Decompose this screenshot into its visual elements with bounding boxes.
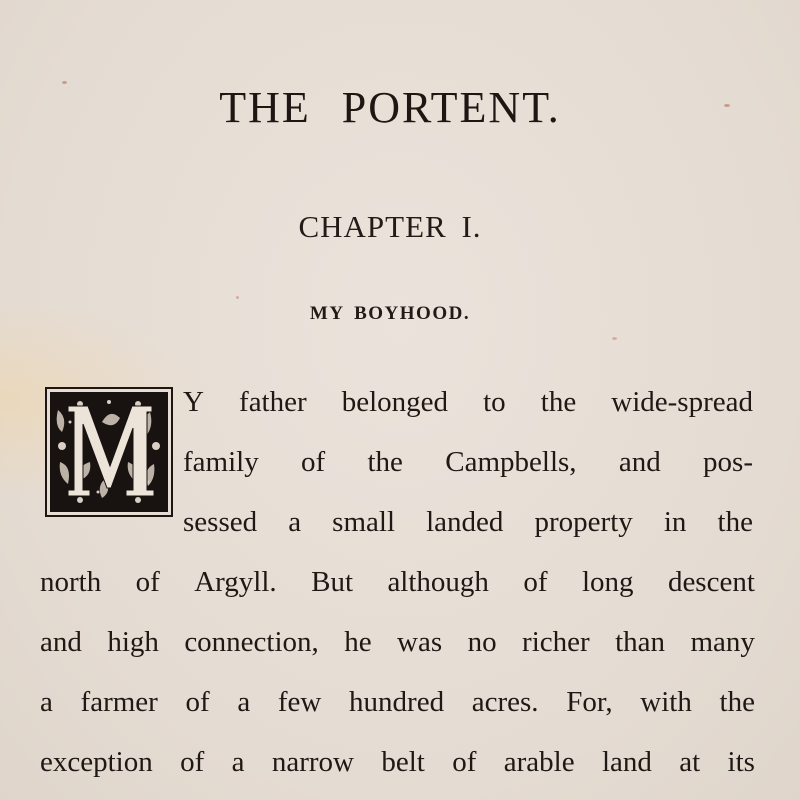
word: arable bbox=[503, 746, 575, 778]
word: high bbox=[107, 626, 159, 658]
word: a bbox=[288, 506, 302, 538]
word: descent bbox=[667, 566, 755, 598]
body-line-2 bbox=[183, 448, 753, 477]
word: long bbox=[581, 566, 634, 598]
word: Y bbox=[183, 386, 204, 418]
word: property bbox=[534, 506, 633, 538]
word: farmer bbox=[80, 686, 158, 718]
word: of bbox=[301, 446, 326, 478]
word: although bbox=[387, 566, 489, 598]
book-title: THE PORTENT. bbox=[219, 83, 561, 132]
word: father bbox=[239, 386, 307, 418]
word: few bbox=[277, 686, 322, 718]
word: he bbox=[344, 626, 372, 658]
word: sessed bbox=[183, 506, 258, 538]
word: of bbox=[185, 686, 210, 718]
word: For, bbox=[566, 686, 613, 718]
word: at bbox=[679, 746, 701, 778]
body-line-6 bbox=[40, 688, 755, 717]
word: to bbox=[483, 386, 506, 418]
word: many bbox=[690, 626, 755, 658]
word: in bbox=[663, 506, 687, 538]
word: a bbox=[237, 686, 251, 718]
word: than bbox=[615, 626, 666, 658]
word: of bbox=[135, 566, 160, 598]
drop-cap-initial bbox=[45, 387, 173, 517]
word: the bbox=[540, 386, 577, 418]
word: no bbox=[467, 626, 497, 658]
word: exception bbox=[40, 746, 153, 778]
word: and bbox=[40, 626, 82, 658]
body-line-7 bbox=[40, 748, 755, 777]
word: of bbox=[523, 566, 548, 598]
word: wide-spread bbox=[611, 386, 753, 418]
chapter-heading: CHAPTER I. bbox=[298, 209, 482, 244]
word: Argyll. bbox=[194, 566, 277, 598]
word: richer bbox=[522, 626, 590, 658]
word: small bbox=[332, 506, 396, 538]
word: and bbox=[618, 446, 661, 478]
word: belonged bbox=[341, 386, 449, 418]
word: of bbox=[180, 746, 205, 778]
paper-speck bbox=[236, 296, 239, 299]
word: hundred bbox=[349, 686, 445, 718]
word: But bbox=[311, 566, 354, 598]
chapter-title: MY BOYHOOD. bbox=[309, 303, 471, 324]
word: connection, bbox=[184, 626, 319, 658]
word: family bbox=[183, 446, 259, 478]
word: was bbox=[397, 626, 443, 658]
word: acres. bbox=[471, 686, 539, 718]
word: pos- bbox=[703, 446, 753, 478]
body-line-4 bbox=[40, 568, 755, 597]
word: of bbox=[452, 746, 477, 778]
paper-speck bbox=[612, 337, 617, 340]
word: with bbox=[640, 686, 692, 718]
word: Campbells, bbox=[445, 446, 577, 478]
body-line-3 bbox=[183, 508, 753, 537]
body-line-1 bbox=[183, 388, 753, 417]
word: the bbox=[717, 506, 753, 538]
word: the bbox=[367, 446, 403, 478]
word: a bbox=[40, 686, 53, 718]
ornamented-m-icon bbox=[50, 392, 168, 512]
word: land bbox=[601, 746, 652, 778]
word: belt bbox=[381, 746, 425, 778]
word: landed bbox=[426, 506, 504, 538]
word: the bbox=[719, 686, 755, 718]
word: north bbox=[40, 566, 102, 598]
word: a bbox=[231, 746, 245, 778]
body-line-5 bbox=[40, 628, 755, 657]
word: its bbox=[727, 746, 755, 778]
word: narrow bbox=[271, 746, 354, 778]
